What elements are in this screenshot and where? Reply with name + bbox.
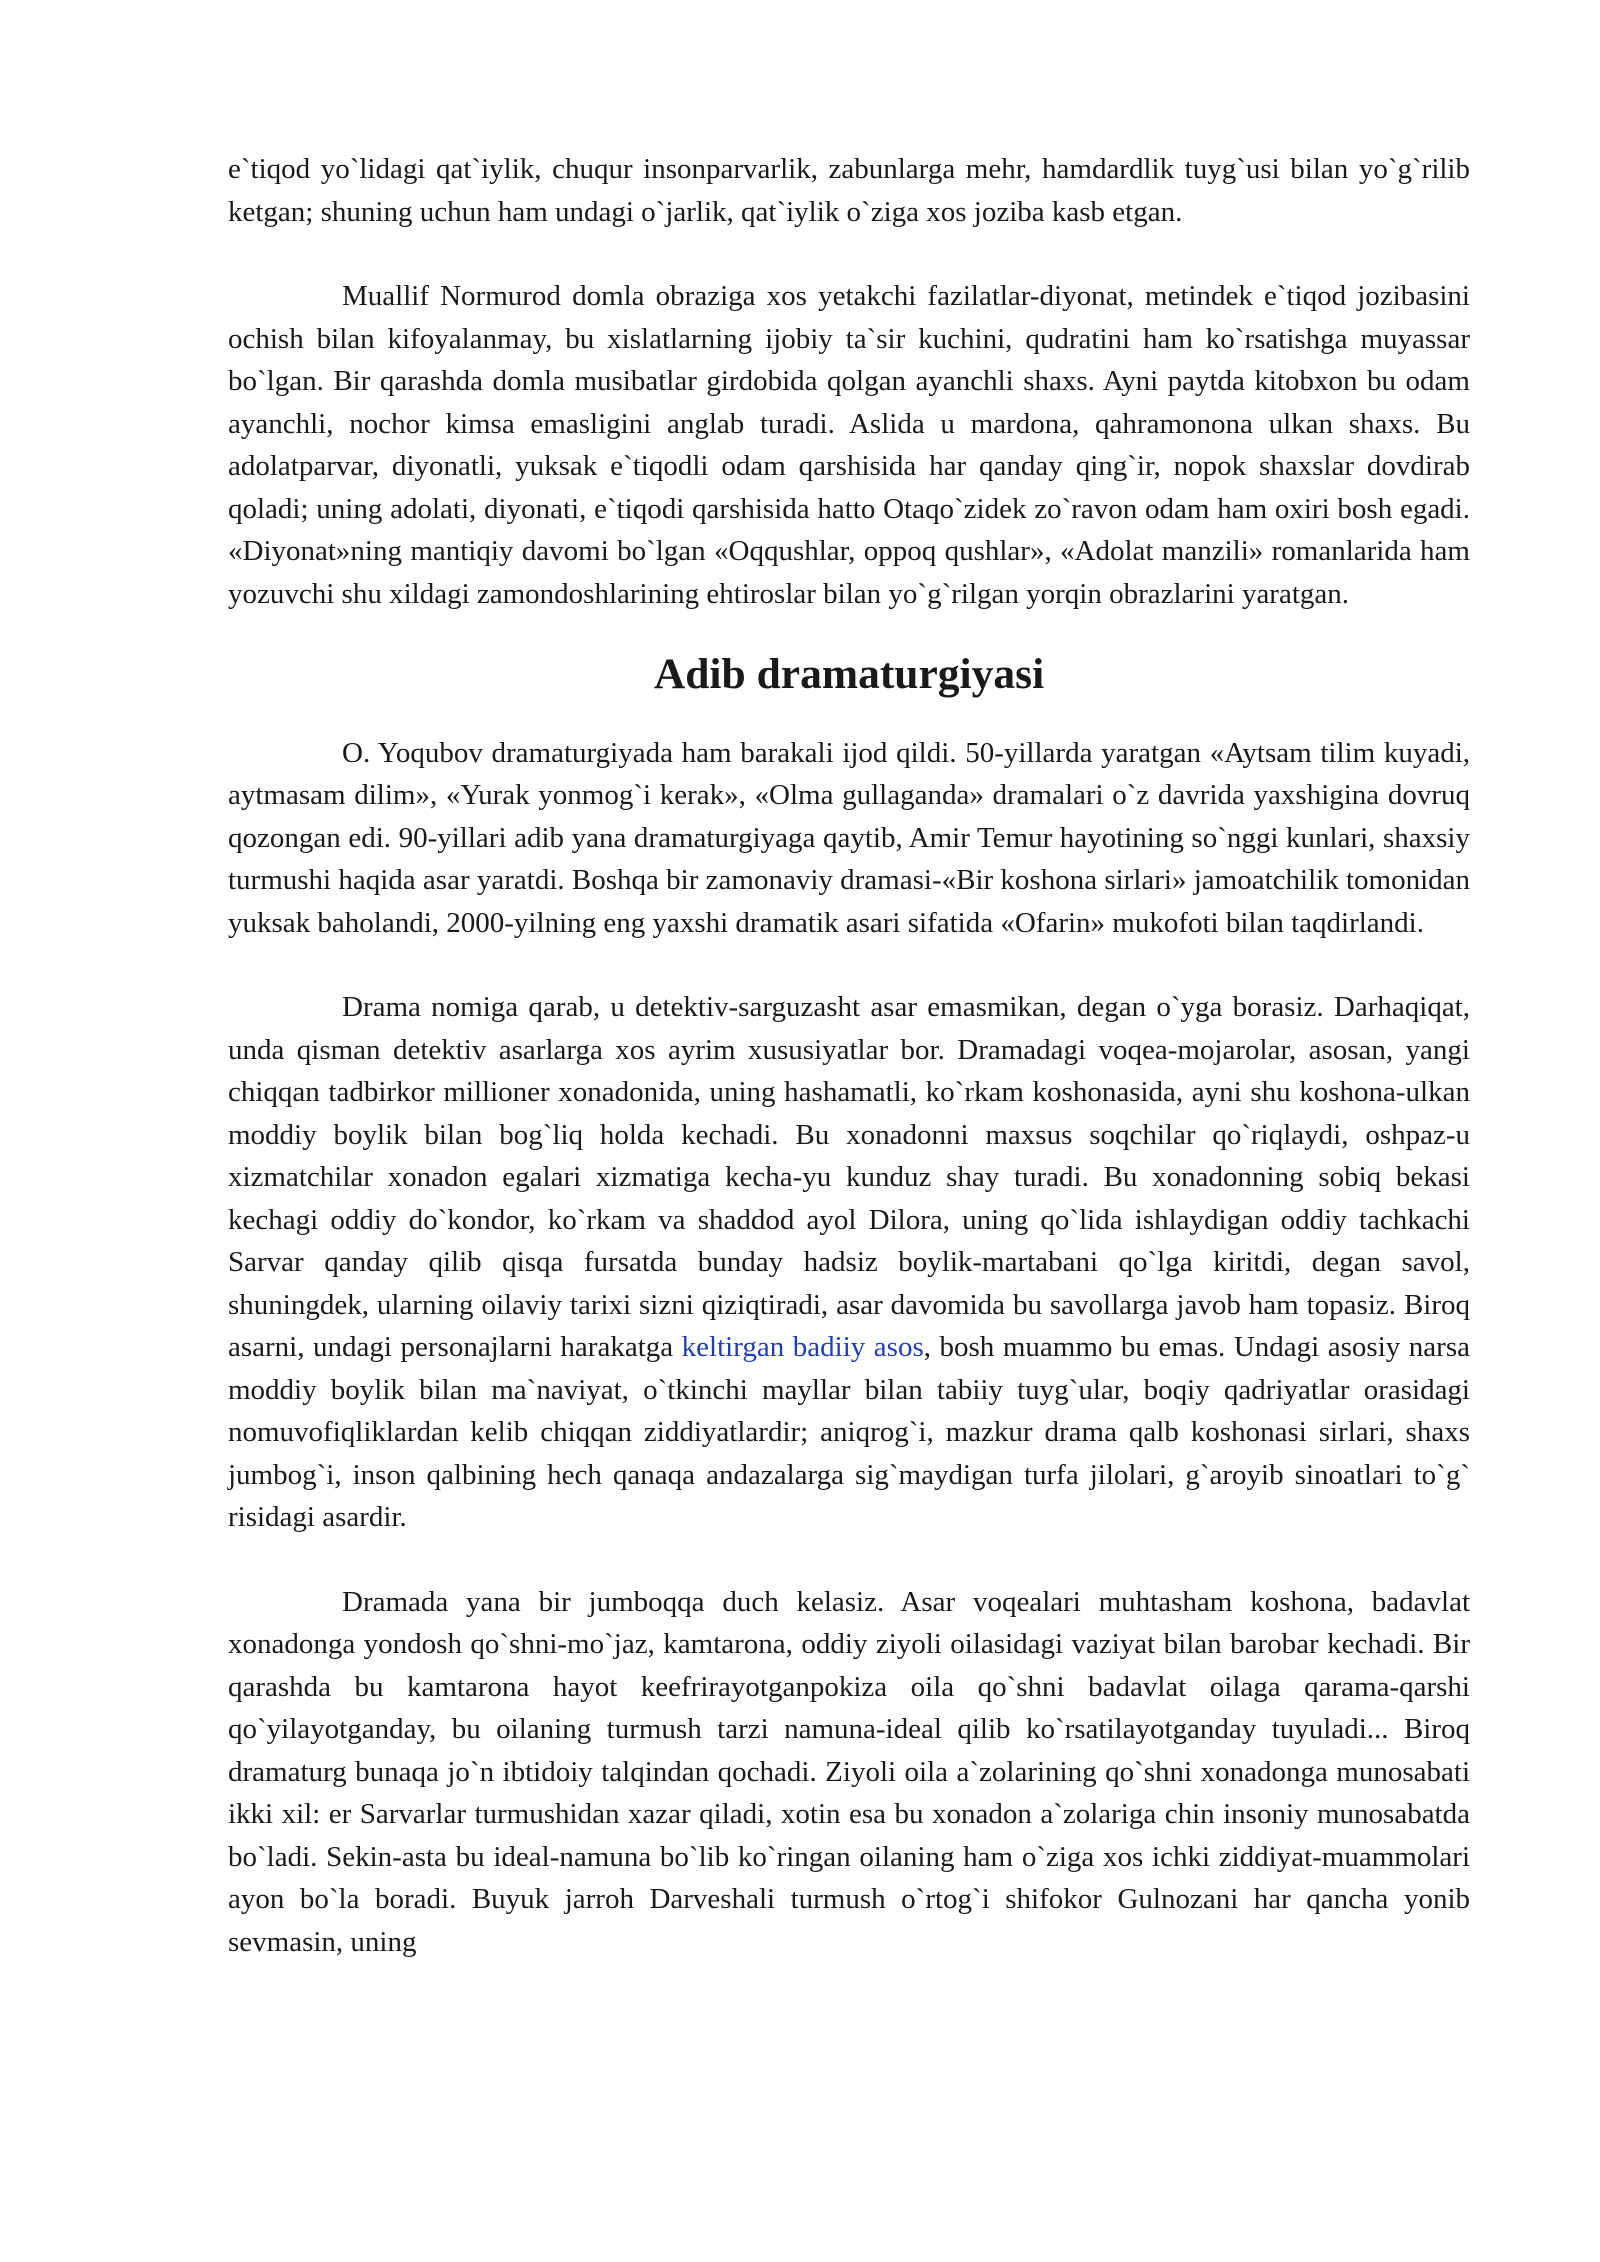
document-page [228,148,1470,1963]
paragraph-5: Dramada yana bir jumboqqa duch kelasiz. Asar voqealari muhtasham koshona, badavlat xonadonga yondosh qo`shni-mo`jaz, kamtarona, oddiy ziyoli oilasidagi vaziyat bilan barobar kechadi. Bir qarashda bu kamtarona hayot keefrirayotganpokiza oila qo`shni badavlat oilaga qarama-qarshi qo`yilayotganday, bu oilaning turmush tarzi namuna-ideal qilib ko`rsatilayotganday tuyuladi... Biroq dramaturg bunaqa jo`n ibtidoiy talqindan qochadi. Ziyoli oila a`zolarining qo`shni xonadonga munosabati ikki xil: er Sarvarlar turmushidan xazar qiladi, xotin esa bu xonadon a`zolariga chin insoniy munosabatda bo`ladi. Sekin-asta bu ideal-namuna bo`lib ko`ringan oilaning ham o`ziga xos ichki ziddiyat-muammolari ayon bo`la boradi. Buyuk jarroh Darveshali turmush o`rtog`i shifokor Gulnozani har qancha yonib sevmasin, uning [228,1585,1470,1958]
paragraph-1: e`tiqod yo`lidagi qat`iylik, chuqur insonparvarlik, zabunlarga mehr, hamdardlik tuyg`usi bilan yo`g`rilib ketgan; shuning uchun ham undagi o`jarlik, qat`iylik o`ziga xos joziba kasb etgan. [228,153,1470,228]
paragraph-4-text-after: , bosh muammo bu emas. Undagi asosiy narsa moddiy boylik bilan ma`naviyat, o`tkinchi mayllar bilan tabiiy tuyg`ular, boqiy qadriyatlar orasidagi nomuvofiqliklardan kelib chiqqan ziddiyatlardir; aniqrog`i, mazkur drama qalb koshonasi sirlari, shaxs jumbog`i, inson qalbining hech qanaqa andazalarga sig`maydigan turfa jilolari, g`aroyib sinoatlari to`g` risidagi asardir. [228,1331,1470,1533]
paragraph-4-text-before: Drama nomiga qarab, u detektiv-sarguzasht asar emasmikan, degan o`yga borasiz. Darhaqiqat, unda qisman detektiv asarlarga xos ayrim xususiyatlar bor. Dramadagi voqea-mojarolar, asosan, yangi chiqqan tadbirkor millioner xonadonida, uning hashamatli, ko`rkam koshonasida, ayni shu koshona-ulkan moddiy boylik bilan bog`liq holda kechadi. Bu xonadonni maxsus soqchilar qo`riqlaydi, oshpaz-u xizmatchilar xonadon egalari xizmatiga kecha-yu kunduz shay turadi. Bu xonadonning sobiq bekasi kechagi oddiy do`kondor, ko`rkam va shaddod ayol Dilora, uning qo`lida ishlaydigan oddiy tachkachi Sarvar qanday qilib qisqa fursatda bunday hadsiz boylik-martabani qo`lga kiritdi, degan savol, shuningdek, ularning oilaviy tarixi sizni qiziqtiradi, asar davomida bu savollarga javob ham topasiz. Biroq asarni, undagi personajlarni harakatga [228,991,1470,1363]
paragraph-2: Muallif Normurod domla obraziga xos yetakchi fazilatlar-diyonat, metindek e`tiqod jozibasini ochish bilan kifoyalanmay, bu xislatlarning ijobiy ta`sir kuchini, qudratini ham ko`rsatishga muyassar bo`lgan. Bir qarashda domla musibatlar girdobida qolgan ayanchli shaxs. Ayni paytda kitobxon bu odam ayanchli, nochor kimsa emasligini anglab turadi. Aslida u mardona, qahramonona ulkan shaxs. Bu adolatparvar, diyonatli, yuksak e`tiqodli odam qarshisida har qanday qing`ir, nopok shaxslar dovdirab qoladi; uning adolati, diyonati, e`tiqodi qarshisida hatto Otaqo`zidek zo`ravon odam ham oxiri bosh egadi. «Diyonat»ning mantiqiy davomi bo`lgan «Oqqushlar, oppoq qushlar», «Adolat manzili» romanlarida ham yozuvchi shu xildagi zamondoshlarining ehtiroslar bilan yo`g`rilgan yorqin obrazlarini yaratgan. [228,280,1470,610]
hyperlink[interactable]: keltirgan badiiy asos [681,1331,924,1363]
paragraph-3: O. Yoqubov dramaturgiyada ham barakali ijod qildi. 50-yillarda yaratgan «Aytsam tilim kuyadi, aytmasam dilim», «Yurak yonmog`i kerak», «Olma gullaganda» dramalari o`z davrida yaxshigina dovruq qozongan edi. 90-yillari adib yana dramaturgiyaga qaytib, Amir Temur hayotining so`nggi kunlari, shaxsiy turmushi haqida asar yaratdi. Boshqa bir zamonaviy dramasi-«Bir koshona sirlari» jamoatchilik tomonidan yuksak baholandi, 2000-yilning eng yaxshi dramatik asari sifatida «Ofarin» mukofoti bilan taqdirlandi. [228,736,1470,939]
section-heading: Adib dramaturgiyasi [653,650,1045,698]
paragraph-4 [228,986,1470,1539]
